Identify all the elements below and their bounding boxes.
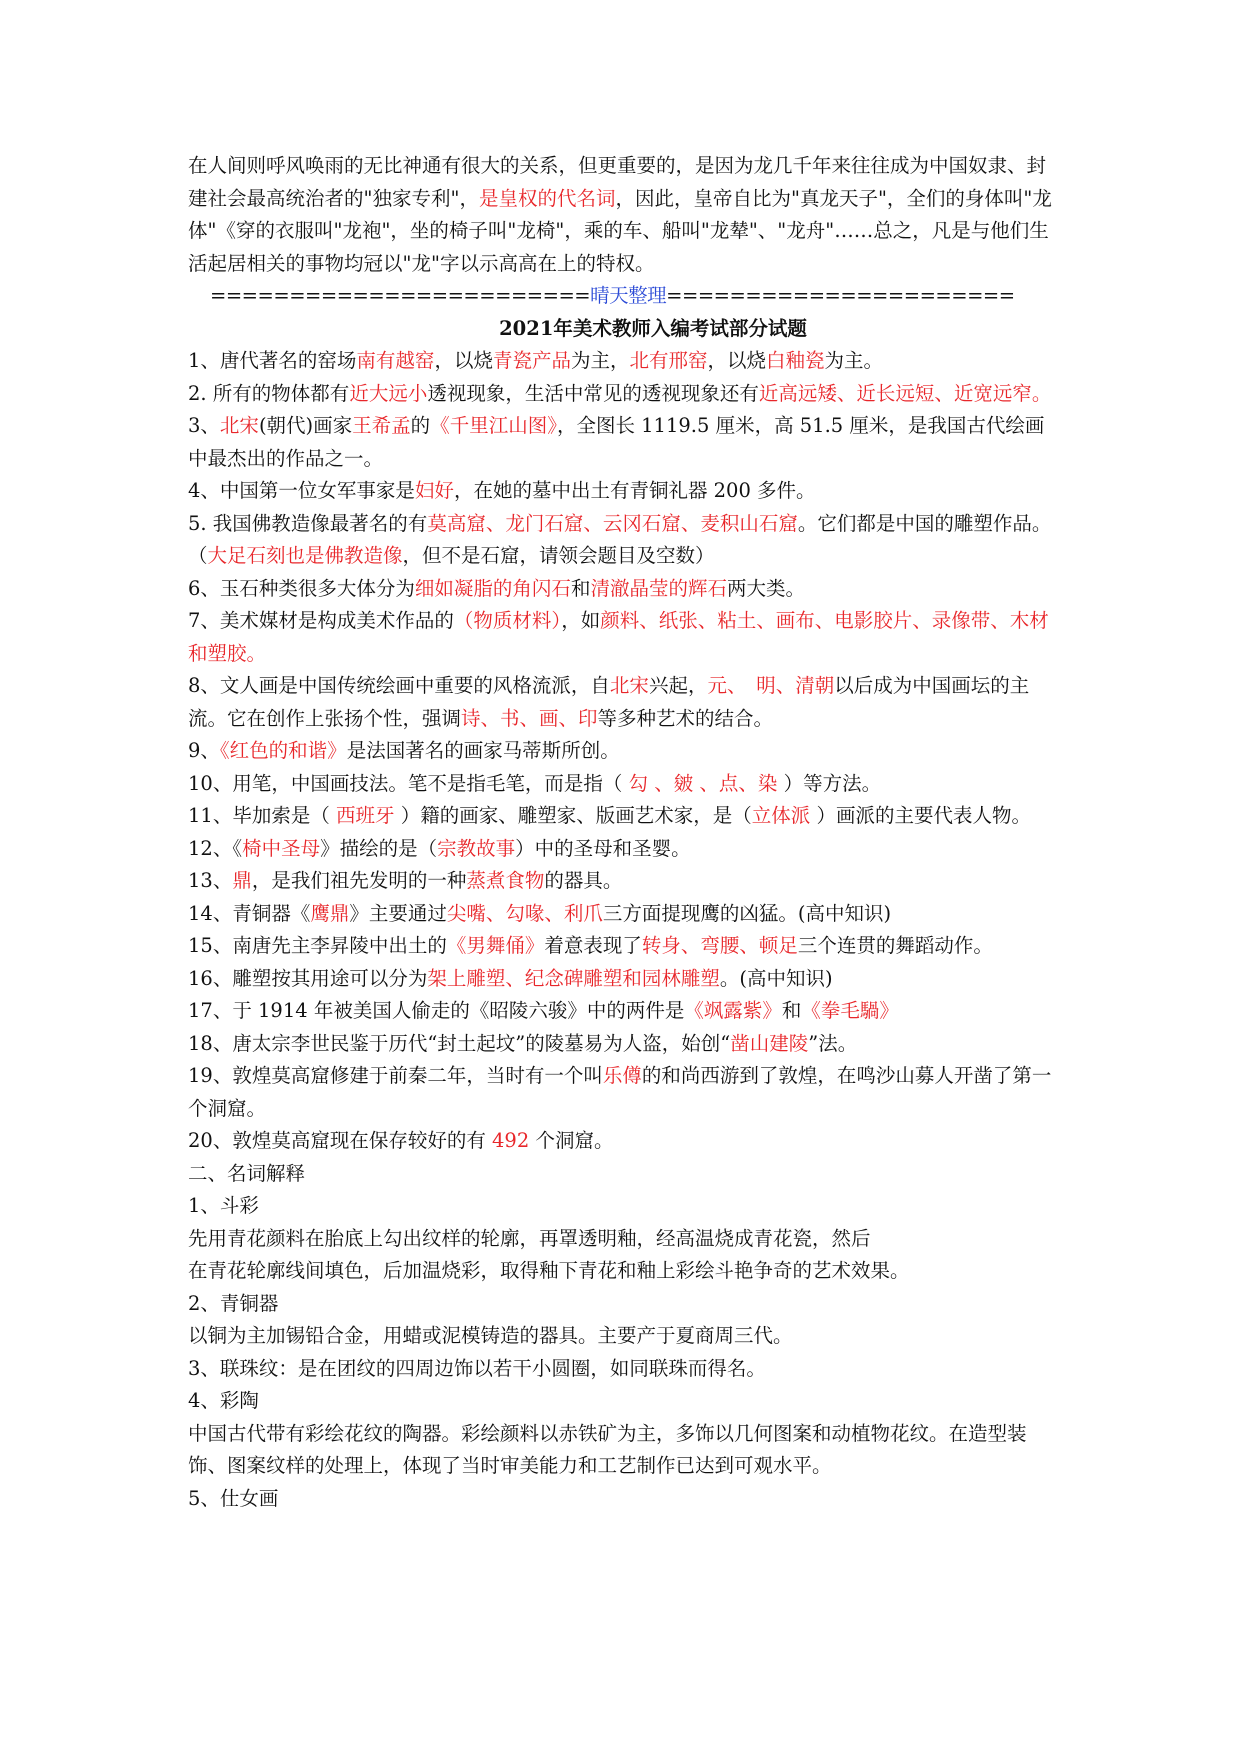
question-text: 16、雕塑按其用途可以分为 bbox=[188, 966, 428, 990]
question-text: 5. 我国佛教造像最著名的有 bbox=[188, 511, 428, 535]
answer-text: 凿山建陵 bbox=[730, 1031, 809, 1055]
question-item bbox=[188, 995, 1058, 1028]
question-text: 1、唐代著名的窑场 bbox=[188, 349, 357, 372]
question-item bbox=[188, 345, 1058, 378]
document-page bbox=[188, 150, 1058, 1515]
answer-text: 《飒露紫》 bbox=[684, 999, 782, 1022]
answer-text: 乐僔 bbox=[602, 1064, 642, 1087]
term-definition: 以铜为主加锡铅合金，用蜡或泥模铸造的器具。主要产于夏商周三代。 bbox=[188, 1324, 793, 1347]
answer-text: 《拳毛騧》 bbox=[801, 999, 899, 1022]
answer-text: 近大远小 bbox=[349, 381, 428, 405]
question-text: 三方面提现鹰的凶猛。(高中知识) bbox=[602, 901, 892, 925]
answer-text: 白釉瓷 bbox=[766, 349, 825, 372]
question-text: 等多种艺术的结合。 bbox=[597, 706, 774, 730]
answer-text: 大足石刻也是佛教造像 bbox=[207, 544, 403, 567]
answer-text: 清澈晶莹的辉石 bbox=[590, 576, 727, 600]
term-heading: 3、联珠纹：是在团纹的四周边饰以若干小圆圈，如同联珠而得名。 bbox=[188, 1356, 766, 1380]
term-list bbox=[188, 1190, 1058, 1515]
answer-text: 是皇权的代名词 bbox=[478, 186, 616, 210]
question-text: 13、 bbox=[188, 869, 233, 892]
question-text: 15、南唐先主李昇陵中出土的 bbox=[188, 934, 447, 957]
answer-text: 近高远矮、近长远短、近宽远窄。 bbox=[758, 381, 1052, 405]
term-heading: 1、斗彩 bbox=[188, 1194, 259, 1217]
question-text: 11、毕加索是（ bbox=[188, 804, 337, 827]
question-text: ）籍的画家、雕塑家、版画艺术家，是（ bbox=[394, 804, 752, 827]
question-text: 的 bbox=[410, 414, 431, 437]
question-text: ，如 bbox=[561, 609, 601, 632]
answer-text: 北宋 bbox=[219, 414, 259, 437]
question-text: 10、用笔，中国画技法。笔不是指毛笔，而是指（ bbox=[188, 771, 629, 795]
question-text: 的器具。 bbox=[544, 869, 623, 892]
question-text: 。它们都是中国的雕塑作品。（ bbox=[188, 511, 1052, 567]
separator-line bbox=[188, 280, 1058, 313]
question-text: ，因此，皇帝自比为"真龙天子"，全们的身体叫"龙体"《穿的衣服叫"龙袍"，坐的椅子叫"龙椅"，乘的车、船叫"龙辇"、"龙舟"……总之，凡是与他们生活起居相关的事物均冠以"龙"字以示高高在上的特权。 bbox=[188, 186, 1052, 275]
question-text: ）中的圣母和圣婴。 bbox=[515, 836, 691, 860]
question-text: 的和尚西游到了敦煌，在鸣沙山募人开凿了第一个洞窟。 bbox=[188, 1064, 1052, 1120]
question-text: 2. 所有的物体都有 bbox=[188, 381, 350, 405]
question-text: 19、敦煌莫高窟修建于前秦二年，当时有一个叫 bbox=[188, 1064, 603, 1087]
question-item bbox=[188, 768, 1058, 801]
question-text: ）画派的主要代表人物。 bbox=[810, 804, 1031, 827]
question-text: 为主。 bbox=[824, 349, 884, 372]
answer-text: 蒸煮食物 bbox=[466, 869, 545, 892]
question-text: 和 bbox=[781, 999, 802, 1022]
question-text: 兴起， bbox=[648, 674, 708, 697]
question-item bbox=[188, 865, 1058, 898]
question-text: 三个连贯的舞蹈动作。 bbox=[797, 934, 993, 957]
answer-text: 北宋 bbox=[609, 674, 649, 697]
answer-text: 颜料、纸张、粘土、画布、电影胶片、录像带、木材和塑胶。 bbox=[188, 609, 1049, 665]
question-text: 12、《 bbox=[188, 836, 243, 860]
question-text: 6、玉石种类很多大体分为 bbox=[188, 576, 415, 600]
term-definition: 中国古代带有彩绘花纹的陶器。彩绘颜料以赤铁矿为主，多饰以几何图案和动植物花纹。在造型装饰、图案纹样的处理上，体现了当时审美能力和工艺制作已达到可观水平。 bbox=[188, 1421, 1027, 1477]
question-list bbox=[188, 345, 1058, 1158]
intro-paragraph bbox=[188, 150, 1058, 280]
question-item bbox=[188, 930, 1058, 963]
question-text: 是法国著名的画家马蒂斯所创。 bbox=[346, 739, 620, 762]
answer-text: 勾 、皴 、点、染 bbox=[628, 771, 778, 795]
question-text: 18、唐太宗李世民鉴于历代“封土起坟”的陵墓易为人盗，始创“ bbox=[188, 1031, 731, 1055]
answer-text: 转身、弯腰、顿足 bbox=[641, 934, 798, 957]
separator-label: 晴天整理 bbox=[590, 284, 667, 307]
term-heading: 5、仕女画 bbox=[188, 1486, 279, 1510]
question-item bbox=[188, 963, 1058, 996]
question-text: (朝代)画家 bbox=[258, 414, 353, 437]
question-text: ，全图长 1119.5 厘米，高 51.5 厘米，是我国古代绘画中最杰出的作品之一。 bbox=[188, 414, 1045, 470]
question-text: 14、青铜器《 bbox=[188, 901, 311, 925]
separator-left: ======================== bbox=[210, 284, 591, 307]
question-item bbox=[188, 898, 1058, 931]
question-text: 17、于 1914 年被美国人偷走的《昭陵六骏》中的两件是 bbox=[188, 999, 685, 1022]
answer-text: 立体派 bbox=[751, 804, 811, 827]
question-text: 以后成为中国画坛的主流。它在创作上张扬个性，强调 bbox=[188, 674, 1030, 730]
answer-text: 《红色的和谐》 bbox=[219, 739, 347, 762]
question-item bbox=[188, 833, 1058, 866]
question-item bbox=[188, 475, 1058, 508]
answer-text: 《男舞俑》 bbox=[446, 934, 545, 957]
term-definition: 在青花轮廓线间填色，后加温烧彩，取得釉下青花和釉上彩绘斗艳争奇的艺术效果。 bbox=[188, 1259, 910, 1282]
term-heading: 4、彩陶 bbox=[188, 1389, 259, 1412]
page-title: 2021年美术教师入编考试部分试题 bbox=[499, 316, 807, 340]
question-item bbox=[188, 573, 1058, 606]
answer-text: 西班牙 bbox=[336, 804, 395, 827]
section-heading: 二、名词解释 bbox=[188, 1161, 306, 1185]
question-text: ”法。 bbox=[808, 1031, 858, 1055]
question-text: ，是我们祖先发明的一种 bbox=[251, 869, 467, 892]
answer-text: 《千里江山图》 bbox=[430, 414, 557, 437]
question-item bbox=[188, 670, 1058, 735]
question-text: 9、 bbox=[188, 739, 220, 762]
question-text: 3、 bbox=[188, 414, 220, 437]
question-item bbox=[188, 735, 1058, 768]
answer-text: 鹰鼎 bbox=[310, 901, 350, 925]
question-item bbox=[188, 1125, 1058, 1158]
answer-text: 架上雕塑、纪念碑雕塑和园林雕塑 bbox=[427, 966, 720, 990]
question-text: ，以烧 bbox=[434, 349, 493, 372]
answer-text: 鼎 bbox=[232, 869, 252, 892]
question-item bbox=[188, 1028, 1058, 1061]
term-definition: 先用青花颜料在胎底上勾出纹样的轮廓，再罩透明釉，经高温烧成青花瓷，然后 bbox=[188, 1226, 871, 1250]
answer-text: 椅中圣母 bbox=[242, 836, 321, 860]
question-item bbox=[188, 1060, 1058, 1125]
answer-text: 青瓷产品 bbox=[492, 349, 571, 372]
question-text: 为主， bbox=[570, 349, 630, 372]
answer-text: 尖嘴、勾喙、利爪 bbox=[446, 901, 603, 925]
question-text: ，但不是石窟，请领会题目及空数） bbox=[402, 544, 715, 567]
question-item bbox=[188, 800, 1058, 833]
question-text: ）等方法。 bbox=[777, 771, 882, 795]
question-text: 4、中国第一位女军事家是 bbox=[188, 479, 415, 502]
answer-text: 妇好 bbox=[414, 479, 454, 502]
answer-text: （物质材料） bbox=[453, 609, 562, 632]
question-text: 个洞窟。 bbox=[529, 1129, 614, 1152]
question-text: 透视现象，生活中常见的透视现象还有 bbox=[427, 381, 759, 405]
question-item bbox=[188, 508, 1058, 573]
question-item bbox=[188, 378, 1058, 411]
question-text: 20、敦煌莫高窟现在保存较好的有 bbox=[188, 1129, 493, 1152]
question-text: ，在她的墓中出土有青铜礼器 200 多件。 bbox=[453, 479, 816, 502]
term-heading: 2、青铜器 bbox=[188, 1291, 279, 1315]
question-text: 8、文人画是中国传统绘画中重要的风格流派，自 bbox=[188, 674, 610, 697]
separator-right: ====================== bbox=[666, 284, 1015, 307]
answer-text: 莫高窟、龙门石窟、云冈石窟、麦积山石窟 bbox=[427, 511, 798, 535]
question-text: 两大类。 bbox=[726, 576, 805, 600]
answer-text: 诗、书、画、印 bbox=[461, 706, 598, 730]
question-text: 在人间则呼风唤雨的无比神通有很大的关系，但更重要的，是因为龙几千年来往往成为中国奴隶、封建社会最高统治者的"独家专利"， bbox=[188, 154, 1047, 210]
answer-text: 元、 明、清朝 bbox=[707, 674, 835, 697]
question-text: ，以烧 bbox=[707, 349, 767, 372]
answer-text: 492 bbox=[492, 1129, 530, 1152]
question-text: 着意表现了 bbox=[544, 934, 642, 957]
question-item bbox=[188, 605, 1058, 670]
answer-text: 北有邢窑 bbox=[629, 349, 708, 372]
question-text: 》主要通过 bbox=[349, 901, 447, 925]
question-text: 和 bbox=[570, 576, 591, 600]
question-item bbox=[188, 410, 1058, 475]
question-text: 7、美术媒材是构成美术作品的 bbox=[188, 609, 454, 632]
question-text: 》描绘的是（ bbox=[320, 836, 438, 860]
answer-text: 宗教故事 bbox=[437, 836, 516, 860]
answer-text: 细如凝脂的角闪石 bbox=[414, 576, 571, 600]
answer-text: 王希孟 bbox=[352, 414, 411, 437]
answer-text: 南有越窑 bbox=[356, 349, 435, 372]
question-text: 。(高中知识) bbox=[719, 966, 833, 990]
